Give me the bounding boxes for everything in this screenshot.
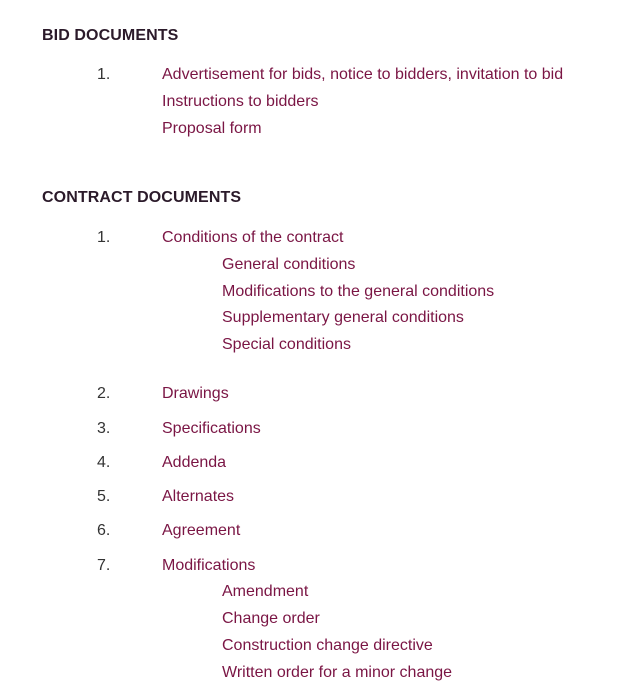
contract-item-number-1: 1. — [97, 229, 111, 246]
contract-item-addenda: Addenda — [162, 454, 227, 471]
bid-documents-heading: BID DOCUMENTS — [42, 27, 179, 44]
contract-item-modifications: Modifications — [162, 557, 256, 574]
bid-item-proposal-form: Proposal form — [162, 120, 262, 137]
contract-item-agreement: Agreement — [162, 522, 241, 539]
contract-item-conditions: Conditions of the contract — [162, 229, 344, 246]
modifications-sub-change-order: Change order — [222, 610, 320, 627]
contract-item-number-5: 5. — [97, 488, 111, 505]
conditions-sub-special: Special conditions — [222, 336, 351, 353]
conditions-sub-general: General conditions — [222, 256, 356, 273]
modifications-sub-construction-change-directive: Construction change directive — [222, 637, 433, 654]
contract-documents-heading: CONTRACT DOCUMENTS — [42, 189, 242, 206]
contract-item-alternates: Alternates — [162, 488, 235, 505]
modifications-sub-amendment: Amendment — [222, 583, 309, 600]
modifications-sub-written-order: Written order for a minor change — [222, 664, 453, 681]
contract-item-number-4: 4. — [97, 454, 111, 471]
contract-item-number-2: 2. — [97, 385, 111, 402]
contract-item-drawings: Drawings — [162, 385, 229, 402]
contract-item-number-7: 7. — [97, 557, 111, 574]
bid-item-number: 1. — [97, 66, 111, 83]
bid-item-instructions: Instructions to bidders — [162, 93, 319, 110]
conditions-sub-modifications: Modifications to the general conditions — [222, 283, 495, 300]
bid-item-advertisement: Advertisement for bids, notice to bidders, invitation to bid — [162, 66, 564, 83]
contract-item-number-3: 3. — [97, 420, 111, 437]
contract-item-specifications: Specifications — [162, 420, 261, 437]
conditions-sub-supplementary: Supplementary general conditions — [222, 309, 464, 326]
contract-item-number-6: 6. — [97, 522, 111, 539]
